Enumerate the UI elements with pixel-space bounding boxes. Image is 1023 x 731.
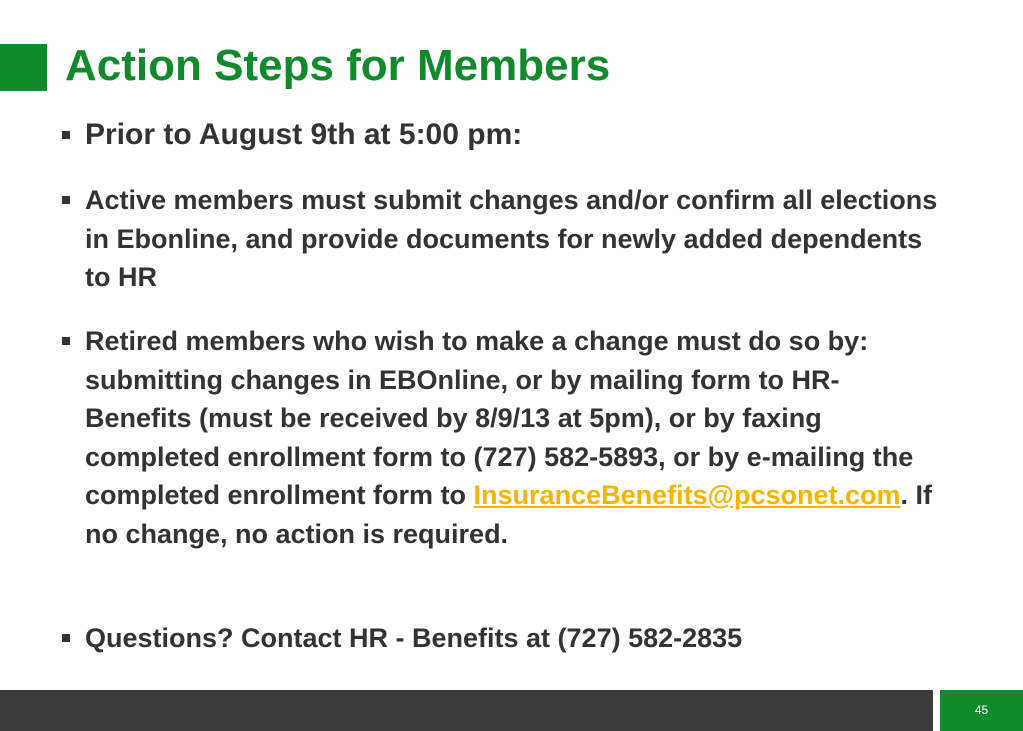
page-number: 45 bbox=[974, 703, 989, 717]
bullet-square-icon bbox=[62, 634, 72, 644]
title-accent-square bbox=[0, 44, 47, 91]
bullet-text-before-link: Retired members who wish to make a change must do so by: submitting changes in EBOnline, or by mailing form to HR-Benefits (must be received by 8/9/13 at 5pm), or by faxing completed enrollment form to (727) 582-5893, or by e-mailing the completed enrollment form to bbox=[85, 326, 914, 510]
bullet-text: Prior to August 9th at 5:00 pm: bbox=[85, 118, 523, 151]
bullet-text-after-link: . If no change, no action is required. bbox=[85, 480, 932, 549]
email-link[interactable]: InsuranceBenefits@pcsonet.com bbox=[473, 480, 901, 510]
slide-title: Action Steps for Members bbox=[65, 41, 611, 90]
page-number-box bbox=[940, 690, 1023, 731]
footer-bar bbox=[0, 690, 933, 731]
bullet-text bbox=[85, 322, 940, 553]
bullet-square-icon bbox=[62, 196, 72, 206]
bullet-square-icon bbox=[62, 337, 72, 347]
bullet-text: Active members must submit changes and/or confirm all elections in Ebonline, and provide documents for newly added dependents to HR bbox=[85, 185, 938, 292]
bullet-square-icon bbox=[62, 131, 72, 141]
bullet-text: Questions? Contact HR - Benefits at (727) 582-2835 bbox=[85, 623, 743, 653]
